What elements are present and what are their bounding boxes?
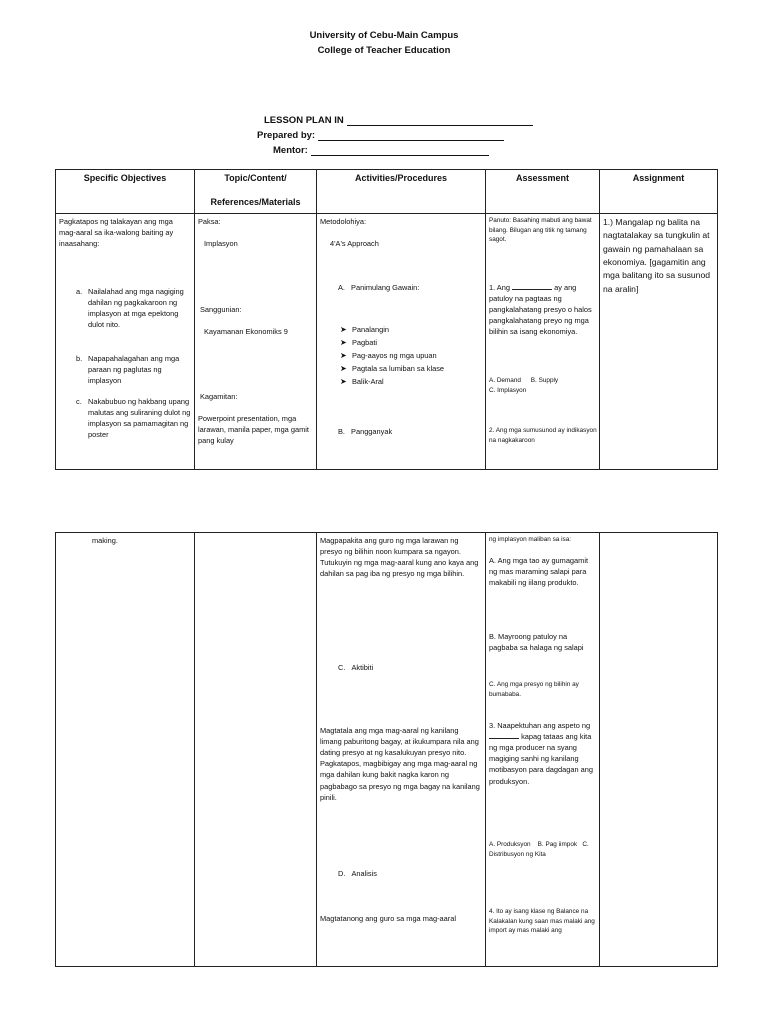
metodolohiya-label: Metodolohiya: xyxy=(320,217,367,226)
question-3 xyxy=(489,720,597,787)
objective-item-b xyxy=(76,353,192,386)
objective-marker-c: c. xyxy=(76,397,82,406)
prepared-by-line xyxy=(257,130,504,141)
lesson-table-page1 xyxy=(55,169,718,470)
choice-a: A. Demand xyxy=(489,377,521,384)
arrow-bullet-icon: ➤ xyxy=(340,364,347,373)
bullet-text: Pagbati xyxy=(352,338,378,347)
university-name: University of Cebu-Main Campus xyxy=(309,30,459,41)
lesson-plan-line xyxy=(264,115,533,126)
question-3-mid: kapag tataas ang kita ng mga producer na syang magiging sanhi ng kanilang motibasyon para dagdagan ang produksyon. xyxy=(489,732,593,786)
col-header-objectives: Specific Objectives xyxy=(56,170,195,214)
mentor-line xyxy=(273,145,489,156)
bullet-text: Pagtala sa lumiban sa klase xyxy=(352,364,445,373)
question-3-prefix: 3. Naapektuhan ang aspeto ng xyxy=(489,721,591,730)
arrow-bullet-icon: ➤ xyxy=(340,325,347,334)
activity-text: Magtatala ang mga mag-aaral ng kanilang limang paburitong bagay, at ikukumpara nila ang dating presyo at ng kasalukuyan presyo nito. Pagkatapos, magbibigay ang mga mag-aaral ng mga dahilan kung bakit nagka karon ng pagbabago sa presyo ng mga bagay na kanilang pinili. xyxy=(320,726,480,802)
bullet-item xyxy=(340,376,384,387)
step-a-label: Panimulang Gawain: xyxy=(351,283,420,292)
question-2: 2. Ang mga sumusunod ay indikasyon na nagkakaroon xyxy=(489,427,597,444)
col-header-activities: Activities/Procedures xyxy=(317,170,486,214)
question-1-blank xyxy=(512,283,552,290)
bullet-item xyxy=(340,337,378,348)
col-header-topic-line1: Topic/Content/ xyxy=(224,173,287,183)
sanggunian-value: Kayamanan Ekonomiks 9 xyxy=(204,327,288,336)
topic-cell xyxy=(195,214,317,470)
prepared-by-blank xyxy=(318,131,504,141)
prepared-by-label: Prepared by: xyxy=(257,130,316,141)
assignment-cell xyxy=(600,214,718,470)
objective-marker-b: b. xyxy=(76,354,83,363)
objective-marker-a: a. xyxy=(76,287,83,296)
activities-cont-cell xyxy=(317,533,486,967)
bullet-text: Balik-Aral xyxy=(352,377,384,386)
col-header-assignment: Assignment xyxy=(600,170,718,214)
assignment-text: 1.) Mangalap ng balita na nagtatalakay sa tungkulin at gawain ng pamahalaan sa ekonomiya. [gagamitin ang mga balitang ito sa susunod na aralin] xyxy=(603,217,711,294)
step-c-marker: C. xyxy=(338,663,346,672)
activities-cell xyxy=(317,214,486,470)
col-header-topic-line2: References/Materials xyxy=(210,196,301,207)
question-1 xyxy=(489,282,597,338)
bullet-text: Panalangin xyxy=(352,325,389,334)
question-4: 4. Ito ay isang klase ng Balance na Kalakalan kung saan mas malaki ang import ay mas malaki ang xyxy=(489,908,595,935)
objectives-intro: Pagkatapos ng talakayan ang mga mag-aaral sa ika-walong baiting ay inaasahang: xyxy=(59,217,174,249)
assignment-cont-cell xyxy=(600,533,718,967)
col-header-assessment: Assessment xyxy=(486,170,600,214)
mentor-blank xyxy=(311,146,489,156)
bullet-item xyxy=(340,350,437,361)
question-1-choices xyxy=(489,376,597,395)
arrow-bullet-icon: ➤ xyxy=(340,338,347,347)
question-2-choice-a: A. Ang mga tao ay gumagamit ng mas maraming salapi para makabili ng iilang produkto. xyxy=(489,556,589,588)
col-header-topic xyxy=(195,170,317,214)
analysis-text: Magtatanong ang guro sa mga mag-aaral xyxy=(320,914,456,923)
assessment-directions: Panuto: Basahing mabuti ang bawat bilang. Bilugan ang titik ng tamang sagot. xyxy=(489,217,592,244)
question-2-choice-b: B. Mayroong patuloy na pagbaba sa halaga ng salapi xyxy=(489,632,584,653)
step-b-label: Pangganyak xyxy=(351,427,393,436)
topic-cont-cell xyxy=(195,533,317,967)
college-name: College of Teacher Education xyxy=(317,45,451,56)
paksa-label: Paksa: xyxy=(198,217,221,226)
lesson-table-page2 xyxy=(55,532,718,967)
step-b-marker: B. xyxy=(338,427,345,436)
kagamitan-value: Powerpoint presentation, mga larawan, manila paper, mga gamit pang kulay xyxy=(198,414,309,446)
choice-b: B. Supply xyxy=(530,377,559,384)
lesson-plan-label: LESSON PLAN IN xyxy=(264,115,344,126)
step-d xyxy=(338,868,377,879)
step-b xyxy=(338,426,392,437)
question-2-cont: ng implasyon maliban sa isa: xyxy=(489,536,572,543)
objectives-cell xyxy=(56,214,195,470)
lesson-plan-blank xyxy=(347,116,533,126)
question-3-choices: A. Produksyon B. Pag iimpok C. Distribusyon ng Kita xyxy=(489,841,591,858)
objective-item-c xyxy=(76,396,192,440)
question-3-blank xyxy=(489,732,519,739)
step-a-marker: A. xyxy=(338,283,345,292)
kagamitan-label: Kagamitan: xyxy=(200,392,238,401)
assessment-cell xyxy=(486,214,600,470)
bullet-item xyxy=(340,324,389,335)
question-2-choice-c: C. Ang mga presyo ng bilihin ay bumababa. xyxy=(489,681,579,698)
motivation-text: Magpapakita ang guro ng mga larawan ng presyo ng bilihin noon kumpara sa ngayon. Tutukuyin ng mga mag-aaral kung ano kaya ang dahilan sa pag iba ng presyo ng mga bilihin. xyxy=(320,536,479,579)
step-c-label: Aktibiti xyxy=(351,663,374,672)
objective-item-a xyxy=(76,286,188,330)
mentor-label: Mentor: xyxy=(273,145,308,156)
approach-text: 4'A's Approach xyxy=(330,239,379,248)
arrow-bullet-icon: ➤ xyxy=(340,351,347,360)
objective-text-c: Nakabubuo ng hakbang upang malutas ang suliraning dulot ng implasyon sa pamamagitan ng poster xyxy=(88,397,191,440)
question-1-prefix: 1. Ang xyxy=(489,283,510,292)
step-a xyxy=(338,282,419,293)
step-c xyxy=(338,662,373,673)
objective-text-b: Napapahalagahan ang mga paraan ng paglutas ng implasyon xyxy=(88,354,180,386)
paksa-value: Implasyon xyxy=(204,239,238,248)
question-1-suffix: ay ang patuloy na pagtaas ng pangkalahatang presyo o halos pangkalahatang preyo ng mga bilihin sa isang ekonomiya. xyxy=(489,283,592,337)
bullet-item xyxy=(340,363,445,374)
bullet-text: Pag-aayos ng mga upuan xyxy=(352,351,437,360)
arrow-bullet-icon: ➤ xyxy=(340,377,347,386)
assessment-cont-cell xyxy=(486,533,600,967)
objectives-cont-cell xyxy=(56,533,195,967)
sanggunian-label: Sanggunian: xyxy=(200,305,242,314)
objectives-cont-text: making. xyxy=(92,536,118,545)
step-d-marker: D. xyxy=(338,869,346,878)
objective-text-a: Nailalahad ang mga nagiging dahilan ng pagkakaroon ng implasyon at mga epektong dulot nito. xyxy=(88,287,184,330)
step-d-label: Analisis xyxy=(351,869,377,878)
choice-c: C. Implasyon xyxy=(489,386,527,394)
